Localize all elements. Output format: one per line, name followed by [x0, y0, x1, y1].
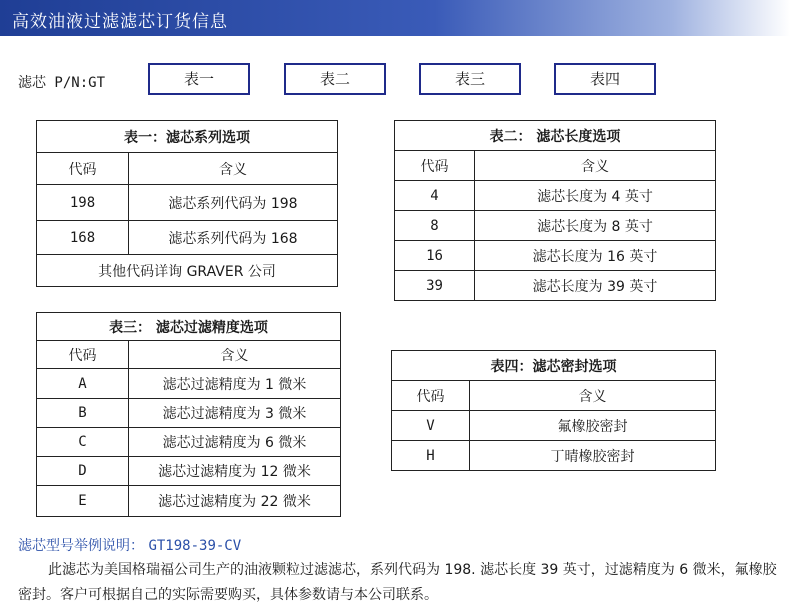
table3-code: B [37, 399, 129, 428]
pn-box-table2[interactable]: 表二 [284, 63, 386, 95]
pn-box-table4[interactable]: 表四 [554, 63, 656, 95]
pn-box-table1[interactable]: 表一 [148, 63, 250, 95]
table-precision-options [36, 312, 341, 517]
table2-header-code: 代码 [395, 151, 475, 181]
table3-code: C [37, 428, 129, 457]
table2-meaning: 滤芯长度为 8 英寸 [475, 211, 716, 241]
table3-code: E [37, 486, 129, 517]
table-row [395, 211, 716, 241]
table3-meaning: 滤芯过滤精度为 1 微米 [129, 369, 341, 399]
table-row [395, 271, 716, 301]
table1-meaning: 滤芯系列代码为 198 [129, 185, 338, 221]
table2-meaning: 滤芯长度为 4 英寸 [475, 181, 716, 211]
table2-header-meaning: 含义 [475, 151, 716, 181]
table2-code: 39 [395, 271, 475, 301]
pn-label: 滤芯 P/N:GT [18, 75, 106, 91]
table1-code: 168 [37, 221, 129, 255]
example-title: 滤芯型号举例说明： [18, 538, 144, 554]
table-seal-options [391, 350, 716, 471]
header-bar [0, 0, 790, 36]
table-row [395, 241, 716, 271]
table-series-options [36, 120, 338, 287]
table-row [392, 411, 716, 441]
table-row [37, 369, 341, 399]
table2-meaning: 滤芯长度为 16 英寸 [475, 241, 716, 271]
table-row [395, 181, 716, 211]
table1-code: 198 [37, 185, 129, 221]
table4-code: V [392, 411, 470, 441]
table3-meaning: 滤芯过滤精度为 12 微米 [129, 457, 341, 486]
table4-header-code: 代码 [392, 381, 470, 411]
example-heading [18, 535, 241, 555]
table-row [37, 428, 341, 457]
table3-code: A [37, 369, 129, 399]
table4-caption: 表四：滤芯密封选项 [392, 351, 716, 381]
table3-meaning: 滤芯过滤精度为 22 微米 [129, 486, 341, 517]
table-row [37, 399, 341, 428]
table3-caption: 表三： 滤芯过滤精度选项 [37, 313, 341, 341]
table-row [37, 221, 338, 255]
table3-meaning: 滤芯过滤精度为 3 微米 [129, 399, 341, 428]
table-row [37, 486, 341, 517]
table2-meaning: 滤芯长度为 39 英寸 [475, 271, 716, 301]
table3-code: D [37, 457, 129, 486]
table-row [37, 185, 338, 221]
table-row [392, 441, 716, 471]
table2-code: 8 [395, 211, 475, 241]
table4-meaning: 丁晴橡胶密封 [470, 441, 716, 471]
table-row [37, 457, 341, 486]
table-length-options [394, 120, 716, 301]
table2-code: 16 [395, 241, 475, 271]
table4-meaning: 氟橡胶密封 [470, 411, 716, 441]
table4-code: H [392, 441, 470, 471]
table2-caption: 表二： 滤芯长度选项 [395, 121, 716, 151]
pn-box-table3[interactable]: 表三 [419, 63, 521, 95]
table1-header-code: 代码 [37, 153, 129, 185]
example-model: GT198-39-CV [148, 538, 242, 554]
table3-header-code: 代码 [37, 341, 129, 369]
table3-header-meaning: 含义 [129, 341, 341, 369]
example-description: 此滤芯为美国格瑞福公司生产的油液颗粒过滤滤芯，系列代码为 198. 滤芯长度 39 英寸，过滤精度为 6 微米，氟橡胶密封。客户可根据自己的实际需要购买，具体参数请与本公司联系。 [18, 562, 777, 603]
table1-footer: 其他代码详询 GRAVER 公司 [37, 255, 338, 287]
page-title: 高效油液过滤滤芯订货信息 [12, 12, 228, 32]
table1-header-meaning: 含义 [129, 153, 338, 185]
table4-header-meaning: 含义 [470, 381, 716, 411]
table1-caption: 表一：滤芯系列选项 [37, 121, 338, 153]
table1-meaning: 滤芯系列代码为 168 [129, 221, 338, 255]
table2-code: 4 [395, 181, 475, 211]
table3-meaning: 滤芯过滤精度为 6 微米 [129, 428, 341, 457]
